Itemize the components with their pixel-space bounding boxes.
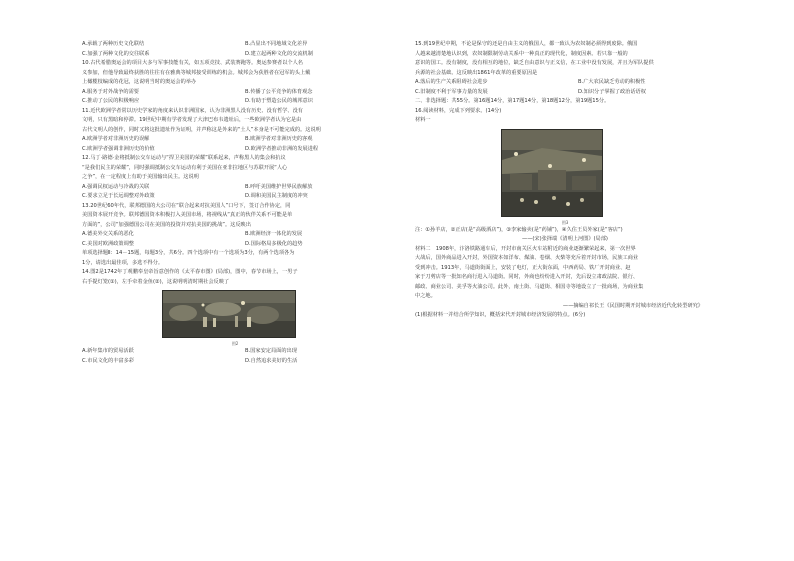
- q11-options-row-2: [82, 145, 388, 155]
- q11-stem-line: 文明，只有黑暗和停滞。19世纪中期有学者发现了大津巴布韦遗址后，一些欧洲学者认为它是由: [82, 117, 302, 123]
- section-heading: 二、非选择题：共55分。第16题14分，第17题14分，第18题12分，第19题15分。: [415, 98, 610, 104]
- figure-3-caption: 图3: [561, 219, 569, 225]
- q12-options-row-2: [82, 192, 388, 202]
- material-2-line: 家于刀剪店等一批知名商行进入马道街。同时，外商也纷纷进入开封，先后设立肃政法院、银行、: [415, 274, 639, 280]
- q12-options-row-1: [82, 183, 388, 193]
- q11-option-d: D.欧洲学者推动非洲的发展进程: [245, 145, 319, 152]
- q9-option-d: D.建立起两种文化的交流机制: [245, 50, 313, 57]
- q13-option-c: C.美国对欧洲政策调整: [82, 240, 134, 247]
- q12-option-b: B.呼吁美国维护世界民族解放: [245, 183, 313, 190]
- q10-options-row-1: [82, 88, 388, 98]
- q12-stem-line: 12.马丁·路德·金将抵制公交车运动与“捍卫美国的荣耀”联系起来，声称黑人的集会和抗议: [82, 155, 286, 161]
- q12-option-c: C.要求立足于长远调整对外政策: [82, 193, 155, 199]
- q10-stem-line: 10.古代希腊奥运会的项目大多与军事技能有关，如五项竞技、武装赛跑等。奥运参赛者以个人名: [82, 60, 303, 66]
- q15-options-row-1: [415, 78, 715, 88]
- material-2-line: 大战后，国外商品进入开封，外国资本如洋布、煤油、卷烟、火柴等充斥着开封市场，民族工商业: [415, 255, 639, 261]
- q9-option-c: C.加强了两种文化的交往联系: [82, 50, 150, 57]
- q14-stem-line: 右手提灯笼(①)，左手牵着金鱼(②)，这说明明清时期社会反映了: [82, 278, 230, 285]
- figure-3-painting: [501, 129, 603, 217]
- q11-options-row-1: [82, 135, 388, 145]
- q14-stem-line: 14.图2是1742年丁观鹏奉皇帝旨意创作的《太平春市图》(局部)，图中，春节市场上，一男子: [82, 269, 298, 275]
- q15-stem-line: 15.到19世纪中期，不论是保守的还是自由主义的俄国人，都一致认为农奴制必须得到废除。俄国: [415, 41, 638, 47]
- material-2-line: 邮政、商业公司、美孚等火油公司。此外，南土街、马道街、相国寺等地设立了一批商场，为商业集: [415, 283, 644, 290]
- material-1-label: 材料一: [415, 117, 431, 123]
- q14-options-row-1: [82, 347, 388, 357]
- q13-option-b: B.欧洲经济一体化的发展: [245, 231, 303, 237]
- q11-option-a: A.欧洲学者对非洲历史的误解: [82, 136, 150, 142]
- q13-options-row-2: [82, 240, 388, 250]
- figure-2-painting: [162, 290, 296, 338]
- q16-heading: 16.阅读材料，完成下列要求。(14分): [415, 107, 502, 114]
- q9-option-b: B.凸显出不同地域文化差异: [245, 41, 308, 47]
- q10-option-d: D.有助于塑造公民的城邦意识: [245, 98, 313, 104]
- q10-stem-line: 上橄榄枝编成的花冠，这说明当时的奥运会的举办: [82, 79, 197, 85]
- left-column: [82, 40, 388, 366]
- q12-stem-line: 之争”，在一定程度上有助于美国输出民主。这说明: [82, 174, 199, 180]
- q13-stem-line: 方面的”，公司“加强德国公司在美国的投资并对抗美国的挑战”。这反映出: [82, 221, 251, 228]
- q14-options-row-2: [82, 357, 388, 367]
- q10-options-row-2: [82, 97, 388, 107]
- q15-stem-line: 人越来越清楚地认识到，农奴制限制劳动关系中一种真正的现代化，制度因素。若只靠一般的: [415, 50, 628, 57]
- q11-stem-line: 11.近代欧洲学者常以历史学家的角度来认识非洲国家，认为非洲黑人没有历史、没有哲学、没有: [82, 107, 303, 114]
- q15-option-c: C.旧制度不利于军事力量的发展: [415, 88, 488, 95]
- right-column: [415, 40, 715, 321]
- q12-stem-line: “是我们民主的荣耀”，同时强调抵制公交车运动有利于美国在亚非拉地区与苏联开展“人心: [82, 164, 288, 171]
- section-instruction-line: 单项选择题Ⅱ：14－15题，每题3分，共6分。四个选项中有一个选项为3分，有两个选项各为: [82, 250, 295, 256]
- figure-2-illustration: [163, 291, 295, 337]
- q14-option-c: C.市民文化的丰富多彩: [82, 357, 134, 364]
- q10-option-c: C.推动了公民的积极响应: [82, 98, 140, 104]
- q12-option-a: A.强调民权运动与冷战的关联: [82, 183, 150, 190]
- figure-3-note: 注：①孙羊店，②正店(是“高级酒店”)，③李家输卖(是“药铺”)，④久住王员外家(是“客店”): [415, 226, 623, 233]
- material-2-source: ——摘编自祁长王《民国时期开封城市经济近代化转型研究》: [562, 302, 703, 309]
- q15-option-a: A.落后的生产关系阻碍社会进步: [415, 79, 488, 85]
- q13-option-d: D.国际格局多极化的趋势: [245, 240, 303, 247]
- q15-option-d: D.知识分子掌握了政治话语权: [578, 88, 646, 95]
- q11-option-b: B.欧洲学者对非洲历史的客观: [245, 136, 313, 142]
- q9-option-a: A.承载了两种历史文化联结: [82, 41, 145, 47]
- q11-stem-line: 古代文明人的创作，同时又将这批遗址作为证明，并声称这是外来的“土人”本身是不可能完成的。这说明: [82, 126, 321, 133]
- q13-options-row-1: [82, 230, 388, 240]
- q13-stem-line: 美国资本展开竞争。联邦德国资本积极打入美国市场，将视线从“真正的伙伴关系不可能是单: [82, 212, 293, 218]
- q15-option-b: B.广大农民缺乏劳动的积极性: [578, 79, 646, 85]
- q10-option-a: A.服务于对外战争的需要: [82, 88, 139, 95]
- q14-option-b: B.国家安定局面的出现: [245, 348, 297, 354]
- material-2-line: 中之地。: [415, 293, 436, 299]
- figure-3-source: ——(宋)张择端《清明上河图》(局部): [522, 236, 608, 242]
- q10-stem-line: 义参加，但他导致最终获胜的往往有在雅典等城邦接受训练的机会。城邦会为获胜者在冠军的头上戴: [82, 69, 311, 76]
- q15-options-row-2: [415, 88, 715, 98]
- q13-option-a: A.德美外交关系的恶化: [82, 231, 134, 237]
- q15-stem-line: 兵源的社会基础。这反映出1861年改革的重要原因是: [415, 69, 538, 76]
- material-2-line: 材料二 1908年，汴洛铁路通车后，开封市南关区火车站附近的商业逐渐繁荣起来，第一次世界: [415, 245, 636, 252]
- q12-option-d: D.调和美国民主制度的冲突: [245, 193, 308, 199]
- q10-option-b: B.传播了公平竞争的体育观念: [245, 88, 313, 95]
- q9-options-row-2: [82, 50, 388, 60]
- figure-2-caption: 图2: [231, 341, 239, 346]
- section-instruction-line: 1分，请选出最佳项，多选不得分。: [82, 259, 164, 266]
- q13-stem-line: 13.20世纪60年代，联邦德国的大公司在“联合起来对抗美国人”口号下，签订合作协定，同: [82, 202, 291, 209]
- q9-options-row-1: [82, 40, 388, 50]
- q16-part-1: (1)根据材料一并结合所学知识，概括宋代开封城市经济发展的特点。(6分): [415, 312, 586, 318]
- q14-option-d: D.自然追求美好的生活: [245, 357, 298, 364]
- q11-option-c: C.欧洲学者强调非洲历史的价值: [82, 145, 155, 152]
- material-2-line: 受到冲击。1913年，马道街街面上，安装了电灯，正大街东面，中西药局、铁厂开封商业、赵: [415, 264, 631, 271]
- q15-stem-line: 意识的国工。没有制度，没有相互的地位，缺乏自由意识与正义信，在工业中没有发展，并且为军队提供: [415, 60, 654, 66]
- q14-option-a: A.新年集市的贸易活跃: [82, 348, 134, 354]
- figure-3-illustration: [502, 130, 602, 216]
